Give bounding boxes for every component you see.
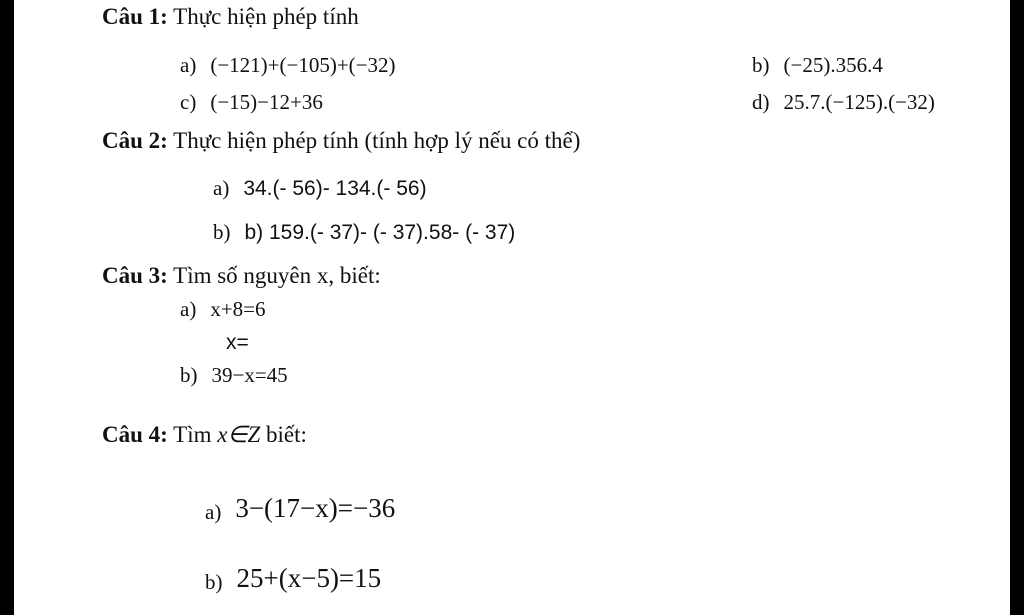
q3-a-answer: x= (226, 331, 249, 354)
q2-heading (102, 128, 580, 154)
q3-item-a (180, 297, 266, 322)
q3-text: Tìm số nguyên x, biết: (173, 263, 381, 288)
q4-set-expr: x∈Z (217, 422, 261, 447)
q1-c-expr: (−15)−12+36 (210, 90, 323, 114)
left-border (0, 0, 14, 615)
q2-item-b (213, 220, 515, 245)
q1-item-c (180, 90, 323, 115)
q1-label: Câu 1: (102, 4, 168, 29)
q1-c-label: c) (180, 90, 197, 114)
q3-heading (102, 263, 381, 289)
q2-a-label: a) (213, 176, 230, 200)
q1-d-label: d) (752, 90, 770, 114)
q1-item-d (752, 90, 935, 115)
q2-text: Thực hiện phép tính (tính hợp lý nếu có thể) (173, 128, 581, 153)
q3-b-expr: 39−x=45 (211, 363, 288, 387)
q1-d-expr: 25.7.(−125).(−32) (783, 90, 935, 114)
q1-b-label: b) (752, 53, 770, 77)
q1-a-label: a) (180, 53, 197, 77)
q4-a-expr: 3−(17−x)=−36 (235, 493, 396, 523)
q1-item-a (180, 53, 396, 78)
q4-item-a (205, 493, 395, 525)
q3-a-label: a) (180, 297, 197, 321)
q2-b-label: b) (213, 220, 231, 244)
q1-a-expr: (−121)+(−105)+(−32) (210, 53, 396, 77)
q1-heading (102, 4, 359, 30)
q3-label: Câu 3: (102, 263, 168, 288)
q1-item-b (752, 53, 883, 78)
q4-a-label: a) (205, 499, 222, 524)
q3-a-answer-line (226, 330, 249, 355)
q4-heading (102, 422, 307, 448)
q4-text-after: biết: (266, 422, 307, 447)
q4-label: Câu 4: (102, 422, 168, 447)
q2-b-expr: b) 159.(- 37)- (- 37).58- (- 37) (244, 221, 516, 244)
q4-b-expr: 25+(x−5)=15 (236, 563, 382, 593)
q3-a-expr: x+8=6 (210, 297, 266, 321)
q3-b-label: b) (180, 363, 198, 387)
q4-item-b (205, 563, 381, 595)
right-border (1010, 0, 1024, 615)
q2-a-expr: 34.(- 56)- 134.(- 56) (243, 177, 427, 200)
q2-label: Câu 2: (102, 128, 168, 153)
q1-b-expr: (−25).356.4 (783, 53, 883, 77)
q3-item-b (180, 363, 288, 388)
q1-text: Thực hiện phép tính (173, 4, 359, 29)
q4-text-before: Tìm (173, 422, 212, 447)
q4-b-label: b) (205, 569, 223, 594)
q2-item-a (213, 176, 427, 201)
